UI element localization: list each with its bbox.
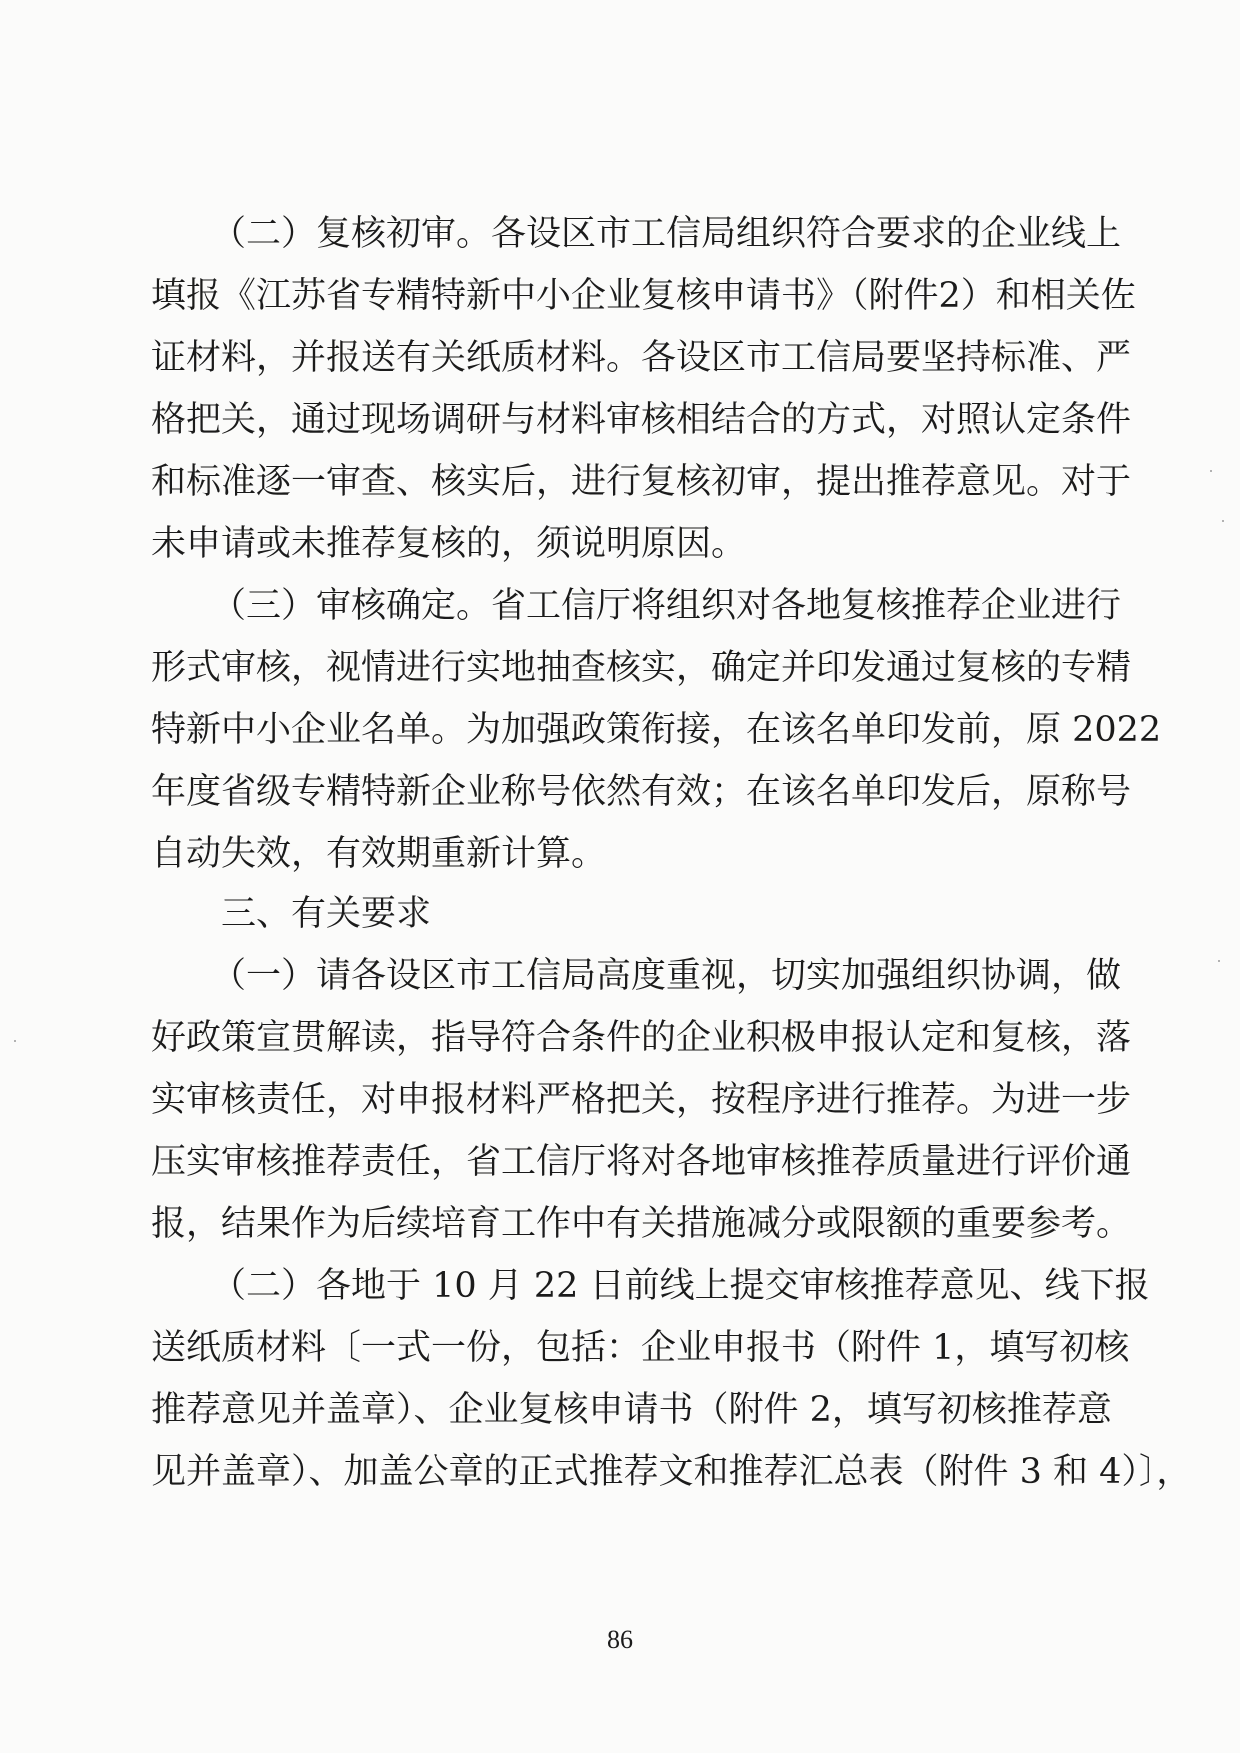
paragraph-1-line-1: （二）复核初审。各设区市工信局组织符合要求的企业线上 [211, 214, 1122, 254]
paragraph-1-line-4: 格把关，通过现场调研与材料审核相结合的方式，对照认定条件 [151, 400, 1132, 440]
page-number: 86 [607, 1625, 633, 1654]
scan-speck [1210, 470, 1212, 472]
paragraph-4-line-1: （二）各地于 10 月 22 日前线上提交审核推荐意见、线下报 [211, 1266, 1150, 1306]
paragraph-3-line-2: 好政策宣贯解读，指导符合条件的企业积极申报认定和复核，落 [151, 1018, 1132, 1058]
paragraph-4-line-2: 送纸质材料〔一式一份，包括：企业申报书（附件 1，填写初核 [151, 1328, 1130, 1368]
paragraph-3-line-1: （一）请各设区市工信局高度重视，切实加强组织协调，做 [211, 956, 1122, 996]
paragraph-2-line-1: （三）审核确定。省工信厅将组织对各地复核推荐企业进行 [211, 586, 1122, 626]
paragraph-4-line-3: 推荐意见并盖章）、企业复核申请书（附件 2，填写初核推荐意 [151, 1390, 1112, 1430]
paragraph-3-line-5: 报，结果作为后续培育工作中有关措施减分或限额的重要参考。 [151, 1204, 1132, 1244]
paragraph-1-line-2: 填报《江苏省专精特新中小企业复核申请书》（附件2）和相关佐 [151, 276, 1136, 316]
section-heading: 三、有关要求 [221, 894, 432, 934]
scan-speck [1222, 520, 1224, 522]
paragraph-2-line-3: 特新中小企业名单。为加强政策衔接，在该名单印发前，原 2022 [151, 710, 1162, 750]
paragraph-1-line-3: 证材料，并报送有关纸质材料。各设区市工信局要坚持标准、严 [151, 338, 1132, 378]
paragraph-1-line-5: 和标准逐一审查、核实后，进行复核初审，提出推荐意见。对于 [151, 462, 1132, 502]
paragraph-3-line-4: 压实审核推荐责任，省工信厅将对各地审核推荐质量进行评价通 [151, 1142, 1132, 1182]
paragraph-3-line-3: 实审核责任，对申报材料严格把关，按程序进行推荐。为进一步 [151, 1080, 1132, 1120]
scan-speck [1218, 960, 1220, 962]
paragraph-1-line-6: 未申请或未推荐复核的，须说明原因。 [151, 524, 747, 564]
paragraph-2-line-4: 年度省级专精特新企业称号依然有效；在该名单印发后，原称号 [151, 772, 1132, 812]
paragraph-2-line-2: 形式审核，视情进行实地抽查核实，确定并印发通过复核的专精 [151, 648, 1132, 688]
paragraph-4-line-4: 见并盖章）、加盖公章的正式推荐文和推荐汇总表（附件 3 和 4）〕， [151, 1452, 1192, 1492]
scan-speck [14, 1040, 16, 1042]
paragraph-2-line-5: 自动失效，有效期重新计算。 [151, 834, 607, 874]
